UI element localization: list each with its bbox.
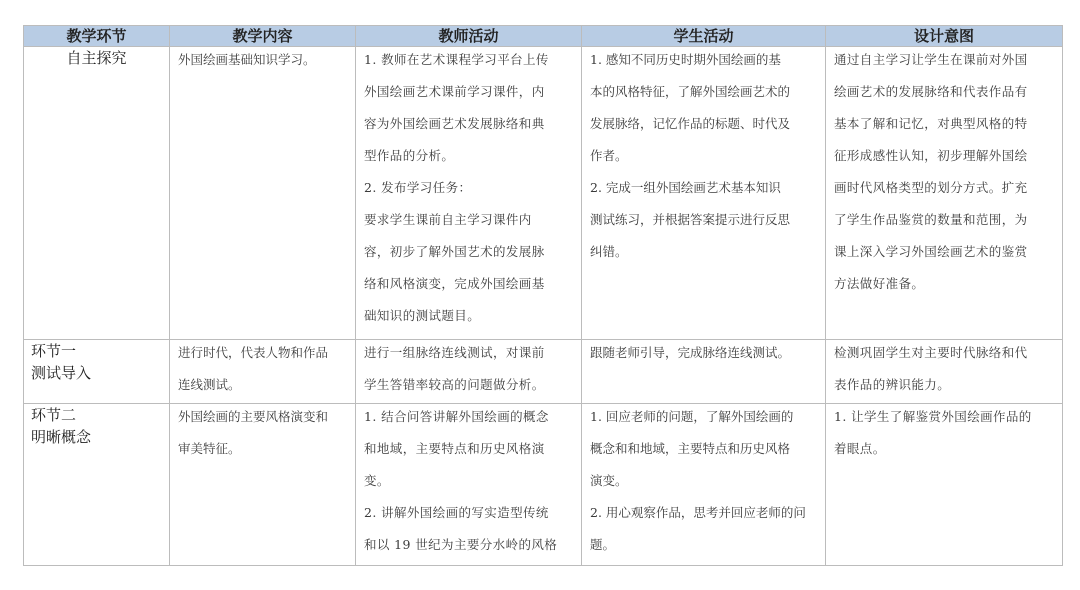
design-intent-cell (826, 404, 1063, 566)
table-row (24, 47, 1063, 340)
stage-cell (24, 340, 170, 404)
design-intent-text: 检测巩固学生对主要时代脉络和代 表作品的辨识能力。 (834, 345, 1028, 392)
content-cell (170, 340, 356, 404)
design-intent-cell (826, 340, 1063, 404)
design-intent-text: 通过自主学习让学生在课前对外国 绘画艺术的发展脉络和代表作品有 基本了解和记忆，对典型风格的特 征形成感性认知，初步理解外国绘 画时代风格类型的划分方式。扩充 了学生作品鉴赏的数量和范围，为 课上深入学习外国绘画艺术的鉴赏 方法做好准备。 (834, 52, 1028, 291)
teacher-activity-cell (356, 340, 582, 404)
teacher-activity-text: 进行一组脉络连线测试，对课前 学生答错率较高的问题做分析。 (364, 345, 545, 392)
stage-label: 环节一 测试导入 (31, 342, 92, 382)
header-content: 教学内容 (170, 26, 356, 47)
content-cell (170, 47, 356, 340)
design-intent-text: 1. 让学生了解鉴赏外国绘画作品的 着眼点。 (834, 409, 1032, 456)
student-activity-text: 跟随老师引导，完成脉络连线测试。 (590, 345, 791, 360)
content-text: 外国绘画基础知识学习。 (178, 52, 316, 67)
header-stage: 教学环节 (24, 26, 170, 47)
content-text: 外国绘画的主要风格演变和 审美特征。 (178, 409, 329, 456)
teacher-activity-cell (356, 47, 582, 340)
student-activity-text: 1. 回应老师的问题，了解外国绘画的 概念和和地域，主要特点和历史风格 演变。 2. 用心观察作品，思考并回应老师的问 题。 (590, 409, 806, 552)
student-activity-cell (582, 340, 826, 404)
content-cell (170, 404, 356, 566)
lesson-plan-table (23, 25, 1063, 566)
teacher-activity-text: 1. 结合问答讲解外国绘画的概念 和地域，主要特点和历史风格演 变。 2. 讲解外国绘画的写实造型传统 和以 19 世纪为主要分水岭的风格 (364, 409, 558, 552)
stage-cell (24, 404, 170, 566)
design-intent-cell (826, 47, 1063, 340)
student-activity-text: 1. 感知不同历史时期外国绘画的基 本的风格特征，了解外国绘画艺术的 发展脉络，记忆作品的标题、时代及 作者。 2. 完成一组外国绘画艺术基本知识 测试练习，并根据答案提示进行反思 纠错。 (590, 52, 791, 259)
content-text: 进行时代，代表人物和作品 连线测试。 (178, 345, 329, 392)
stage-label: 自主探究 (66, 49, 127, 67)
header-teacher-activity: 教师活动 (356, 26, 582, 47)
header-student-activity: 学生活动 (582, 26, 826, 47)
table-row (24, 340, 1063, 404)
stage-label: 环节二 明晰概念 (31, 406, 92, 446)
student-activity-cell (582, 404, 826, 566)
student-activity-cell (582, 47, 826, 340)
stage-cell (24, 47, 170, 340)
table-row (24, 404, 1063, 566)
teacher-activity-text: 1. 教师在艺术课程学习平台上传 外国绘画艺术课前学习课件，内 容为外国绘画艺术发展脉络和典 型作品的分析。 2. 发布学习任务： 要求学生课前自主学习课件内 容，初步了解外国艺术的发展脉 络和风格演变，完成外国绘画基 础知识的测试题目。 (364, 52, 549, 323)
teacher-activity-cell (356, 404, 582, 566)
header-design-intent: 设计意图 (826, 26, 1063, 47)
